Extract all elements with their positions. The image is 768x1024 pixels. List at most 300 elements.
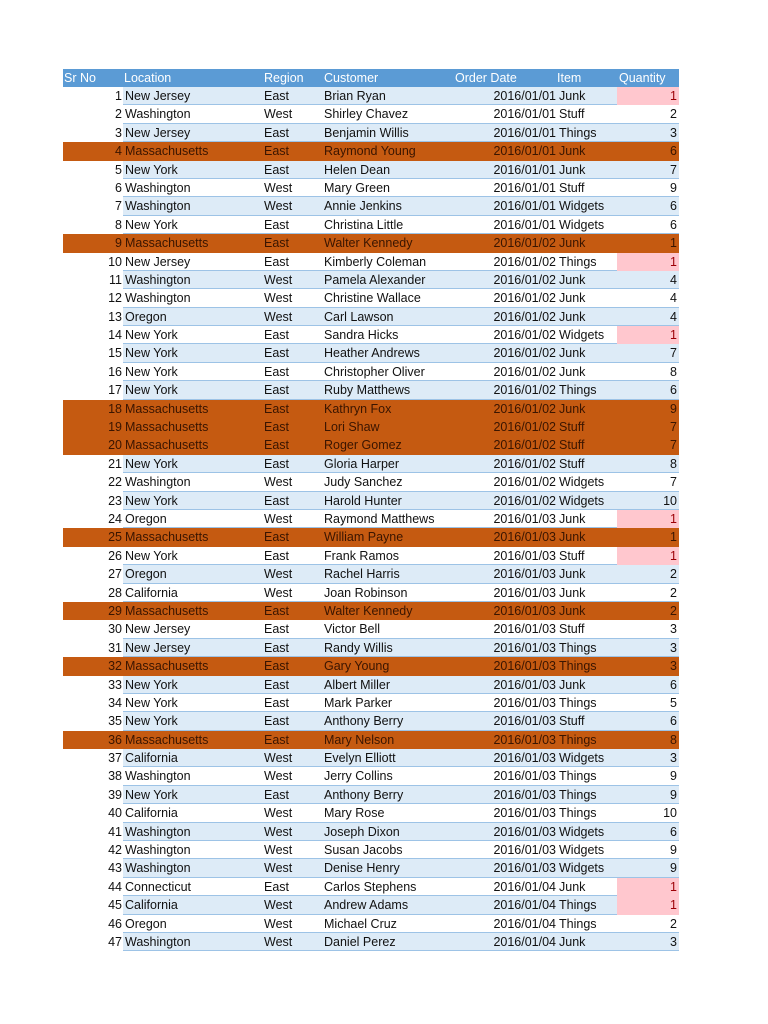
cell-quantity[interactable]: 6 (670, 383, 677, 398)
cell-order-date[interactable]: 2016/01/01 (493, 199, 556, 214)
cell-sr-no[interactable]: 45 (108, 898, 122, 913)
cell-location[interactable]: California (125, 806, 178, 821)
cell-order-date[interactable]: 2016/01/03 (493, 640, 556, 655)
cell-order-date[interactable]: 2016/01/02 (493, 438, 556, 453)
cell-customer[interactable]: Gary Young (324, 659, 390, 674)
cell-item[interactable]: Things (559, 787, 597, 802)
cell-region[interactable]: West (264, 916, 293, 931)
cell-region[interactable]: East (264, 659, 290, 674)
cell-location[interactable]: Washington (125, 180, 191, 195)
cell-customer[interactable]: Jerry Collins (324, 769, 393, 784)
cell-location[interactable]: Washington (125, 291, 191, 306)
cell-sr-no[interactable]: 39 (108, 787, 122, 802)
cell-region[interactable]: West (264, 585, 293, 600)
cell-location[interactable]: Massachusetts (125, 420, 209, 435)
cell-order-date[interactable]: 2016/01/01 (493, 107, 556, 122)
cell-order-date[interactable]: 2016/01/02 (493, 291, 556, 306)
cell-quantity[interactable]: 2 (670, 567, 677, 582)
cell-location[interactable]: Washington (125, 934, 191, 949)
cell-quantity[interactable]: 6 (670, 824, 677, 839)
cell-item[interactable]: Junk (559, 567, 586, 582)
cell-location[interactable]: Washington (125, 861, 191, 876)
cell-region[interactable]: West (264, 475, 293, 490)
cell-item[interactable]: Junk (559, 364, 586, 379)
cell-region[interactable]: West (264, 898, 293, 913)
cell-item[interactable]: Junk (559, 309, 586, 324)
cell-quantity[interactable]: 7 (670, 420, 677, 435)
cell-item[interactable]: Widgets (559, 475, 605, 490)
cell-sr-no[interactable]: 20 (108, 438, 122, 453)
cell-quantity[interactable]: 1 (617, 547, 679, 565)
cell-region[interactable]: East (264, 236, 290, 251)
header-location[interactable]: Location (124, 71, 172, 85)
header-sr-no[interactable]: Sr No (64, 71, 96, 85)
cell-customer[interactable]: Evelyn Elliott (324, 751, 396, 766)
cell-item[interactable]: Junk (559, 346, 586, 361)
cell-customer[interactable]: Rachel Harris (324, 567, 400, 582)
cell-order-date[interactable]: 2016/01/03 (493, 585, 556, 600)
cell-quantity[interactable]: 3 (670, 640, 677, 655)
cell-sr-no[interactable]: 3 (115, 125, 122, 140)
cell-sr-no[interactable]: 42 (108, 843, 122, 858)
cell-location[interactable]: New York (125, 328, 178, 343)
cell-order-date[interactable]: 2016/01/03 (493, 548, 556, 563)
cell-quantity[interactable]: 2 (670, 916, 677, 931)
cell-region[interactable]: West (264, 769, 293, 784)
cell-location[interactable]: Massachusetts (125, 659, 209, 674)
cell-item[interactable]: Junk (559, 934, 586, 949)
cell-customer[interactable]: Andrew Adams (324, 898, 409, 913)
cell-location[interactable]: New York (125, 677, 178, 692)
cell-region[interactable]: East (264, 787, 290, 802)
cell-location[interactable]: Washington (125, 843, 191, 858)
cell-customer[interactable]: Joseph Dixon (324, 824, 400, 839)
cell-region[interactable]: East (264, 383, 290, 398)
cell-region[interactable]: West (264, 934, 293, 949)
cell-order-date[interactable]: 2016/01/02 (493, 493, 556, 508)
cell-item[interactable]: Widgets (559, 751, 605, 766)
cell-item[interactable]: Junk (559, 236, 586, 251)
cell-location[interactable]: New York (125, 217, 178, 232)
cell-location[interactable]: Oregon (125, 309, 167, 324)
cell-region[interactable]: West (264, 861, 293, 876)
cell-quantity[interactable]: 9 (670, 769, 677, 784)
cell-item[interactable]: Junk (559, 530, 586, 545)
cell-sr-no[interactable]: 10 (108, 254, 122, 269)
cell-region[interactable]: East (264, 732, 290, 747)
cell-customer[interactable]: Mary Rose (324, 806, 385, 821)
cell-quantity[interactable]: 7 (670, 162, 677, 177)
cell-sr-no[interactable]: 34 (108, 695, 122, 710)
cell-order-date[interactable]: 2016/01/03 (493, 677, 556, 692)
cell-region[interactable]: East (264, 879, 290, 894)
cell-item[interactable]: Things (559, 125, 597, 140)
cell-quantity[interactable]: 2 (670, 585, 677, 600)
cell-order-date[interactable]: 2016/01/04 (493, 934, 556, 949)
cell-quantity[interactable]: 3 (670, 659, 677, 674)
cell-order-date[interactable]: 2016/01/03 (493, 659, 556, 674)
cell-region[interactable]: East (264, 420, 290, 435)
cell-order-date[interactable]: 2016/01/01 (493, 144, 556, 159)
cell-customer[interactable]: Benjamin Willis (324, 125, 409, 140)
cell-region[interactable]: East (264, 89, 290, 103)
header-customer[interactable]: Customer (324, 71, 379, 85)
cell-quantity[interactable]: 8 (670, 732, 677, 747)
cell-customer[interactable]: Victor Bell (324, 622, 381, 637)
cell-item[interactable]: Things (559, 769, 597, 784)
cell-quantity[interactable]: 6 (670, 677, 677, 692)
cell-order-date[interactable]: 2016/01/03 (493, 769, 556, 784)
cell-item[interactable]: Things (559, 806, 597, 821)
cell-location[interactable]: California (125, 585, 178, 600)
cell-sr-no[interactable]: 44 (108, 879, 122, 894)
cell-item[interactable]: Stuff (559, 107, 585, 122)
cell-quantity[interactable]: 1 (617, 510, 679, 528)
cell-region[interactable]: West (264, 824, 293, 839)
cell-order-date[interactable]: 2016/01/02 (493, 475, 556, 490)
cell-region[interactable]: East (264, 162, 290, 177)
cell-location[interactable]: Massachusetts (125, 438, 209, 453)
cell-location[interactable]: New York (125, 493, 178, 508)
cell-sr-no[interactable]: 6 (115, 180, 122, 195)
cell-region[interactable]: East (264, 125, 290, 140)
cell-location[interactable]: Connecticut (125, 879, 192, 894)
cell-region[interactable]: West (264, 309, 293, 324)
cell-region[interactable]: West (264, 751, 293, 766)
cell-location[interactable]: New Jersey (125, 640, 191, 655)
cell-customer[interactable]: Anthony Berry (324, 714, 404, 729)
cell-location[interactable]: Massachusetts (125, 603, 209, 618)
cell-location[interactable]: New York (125, 695, 178, 710)
cell-quantity[interactable]: 9 (670, 843, 677, 858)
cell-quantity[interactable]: 8 (670, 364, 677, 379)
cell-location[interactable]: Oregon (125, 916, 167, 931)
cell-order-date[interactable]: 2016/01/02 (493, 236, 556, 251)
cell-location[interactable]: New Jersey (125, 89, 191, 103)
cell-quantity[interactable]: 5 (670, 695, 677, 710)
cell-quantity[interactable]: 1 (617, 896, 679, 914)
cell-location[interactable]: New York (125, 548, 178, 563)
cell-quantity[interactable]: 3 (670, 751, 677, 766)
cell-order-date[interactable]: 2016/01/04 (493, 916, 556, 931)
cell-region[interactable]: East (264, 328, 290, 343)
cell-sr-no[interactable]: 17 (108, 383, 122, 398)
cell-region[interactable]: East (264, 603, 290, 618)
cell-quantity[interactable]: 6 (670, 199, 677, 214)
cell-region[interactable]: West (264, 107, 293, 122)
cell-location[interactable]: Washington (125, 475, 191, 490)
cell-quantity[interactable]: 1 (617, 87, 679, 105)
cell-item[interactable]: Stuff (559, 456, 585, 471)
cell-order-date[interactable]: 2016/01/03 (493, 751, 556, 766)
cell-location[interactable]: Washington (125, 199, 191, 214)
cell-item[interactable]: Junk (559, 162, 586, 177)
cell-customer[interactable]: Heather Andrews (324, 346, 420, 361)
cell-region[interactable]: West (264, 511, 293, 526)
cell-region[interactable]: East (264, 364, 290, 379)
cell-sr-no[interactable]: 8 (115, 217, 122, 232)
cell-quantity[interactable]: 9 (670, 401, 677, 416)
cell-location[interactable]: Washington (125, 107, 191, 122)
cell-item[interactable]: Stuff (559, 622, 585, 637)
cell-order-date[interactable]: 2016/01/01 (493, 125, 556, 140)
cell-sr-no[interactable]: 30 (108, 622, 122, 637)
cell-quantity[interactable]: 6 (670, 144, 677, 159)
cell-location[interactable]: New York (125, 364, 178, 379)
cell-item[interactable]: Junk (559, 511, 586, 526)
cell-quantity[interactable]: 1 (617, 253, 679, 271)
cell-order-date[interactable]: 2016/01/02 (493, 254, 556, 269)
cell-location[interactable]: New Jersey (125, 622, 191, 637)
cell-item[interactable]: Junk (559, 291, 586, 306)
cell-customer[interactable]: Brian Ryan (324, 89, 386, 103)
cell-item[interactable]: Things (559, 640, 597, 655)
cell-sr-no[interactable]: 19 (108, 420, 122, 435)
cell-item[interactable]: Widgets (559, 328, 605, 343)
cell-item[interactable]: Stuff (559, 548, 585, 563)
cell-sr-no[interactable]: 33 (108, 677, 122, 692)
cell-location[interactable]: New York (125, 456, 178, 471)
cell-item[interactable]: Stuff (559, 714, 585, 729)
cell-item[interactable]: Junk (559, 89, 586, 103)
cell-item[interactable]: Widgets (559, 199, 605, 214)
cell-order-date[interactable]: 2016/01/04 (493, 898, 556, 913)
cell-customer[interactable]: Anthony Berry (324, 787, 404, 802)
cell-location[interactable]: Washington (125, 824, 191, 839)
cell-region[interactable]: East (264, 640, 290, 655)
cell-quantity[interactable]: 7 (670, 475, 677, 490)
cell-customer[interactable]: Helen Dean (324, 162, 391, 177)
cell-customer[interactable]: Christopher Oliver (324, 364, 425, 379)
cell-region[interactable]: West (264, 843, 293, 858)
cell-item[interactable]: Things (559, 383, 597, 398)
cell-item[interactable]: Junk (559, 272, 586, 287)
cell-location[interactable]: New York (125, 383, 178, 398)
cell-location[interactable]: New York (125, 714, 178, 729)
cell-region[interactable]: East (264, 530, 290, 545)
cell-sr-no[interactable]: 41 (108, 824, 122, 839)
cell-quantity[interactable]: 9 (670, 180, 677, 195)
header-item[interactable]: Item (557, 71, 582, 85)
cell-sr-no[interactable]: 47 (108, 934, 122, 949)
cell-region[interactable]: East (264, 548, 290, 563)
cell-region[interactable]: West (264, 199, 293, 214)
cell-sr-no[interactable]: 2 (115, 107, 122, 122)
cell-item[interactable]: Widgets (559, 824, 605, 839)
cell-sr-no[interactable]: 5 (115, 162, 122, 177)
cell-quantity[interactable]: 2 (670, 603, 677, 618)
cell-sr-no[interactable]: 40 (108, 806, 122, 821)
cell-location[interactable]: New York (125, 162, 178, 177)
cell-customer[interactable]: Mary Green (324, 180, 390, 195)
cell-region[interactable]: East (264, 144, 290, 159)
cell-customer[interactable]: Daniel Perez (324, 934, 396, 949)
cell-region[interactable]: East (264, 714, 290, 729)
cell-item[interactable]: Things (559, 659, 597, 674)
cell-sr-no[interactable]: 24 (108, 511, 122, 526)
cell-location[interactable]: New York (125, 346, 178, 361)
cell-quantity[interactable]: 1 (617, 326, 679, 344)
cell-sr-no[interactable]: 11 (109, 272, 122, 287)
cell-customer[interactable]: Mark Parker (324, 695, 393, 710)
cell-customer[interactable]: Susan Jacobs (324, 843, 403, 858)
cell-customer[interactable]: Randy Willis (324, 640, 393, 655)
cell-customer[interactable]: Judy Sanchez (324, 475, 403, 490)
cell-item[interactable]: Widgets (559, 217, 605, 232)
cell-order-date[interactable]: 2016/01/03 (493, 511, 556, 526)
cell-item[interactable]: Things (559, 898, 597, 913)
cell-region[interactable]: East (264, 346, 290, 361)
cell-location[interactable]: New York (125, 787, 178, 802)
cell-item[interactable]: Junk (559, 677, 586, 692)
cell-customer[interactable]: Walter Kennedy (324, 236, 413, 251)
cell-sr-no[interactable]: 36 (108, 732, 122, 747)
cell-customer[interactable]: Frank Ramos (324, 548, 400, 563)
cell-order-date[interactable]: 2016/01/03 (493, 824, 556, 839)
cell-order-date[interactable]: 2016/01/01 (493, 162, 556, 177)
cell-sr-no[interactable]: 31 (108, 640, 122, 655)
cell-customer[interactable]: Gloria Harper (324, 456, 400, 471)
cell-order-date[interactable]: 2016/01/02 (493, 346, 556, 361)
cell-quantity[interactable]: 6 (670, 217, 677, 232)
cell-item[interactable]: Junk (559, 585, 586, 600)
cell-sr-no[interactable]: 26 (108, 548, 122, 563)
cell-region[interactable]: East (264, 493, 290, 508)
cell-sr-no[interactable]: 4 (115, 144, 122, 159)
cell-location[interactable]: Oregon (125, 511, 167, 526)
cell-customer[interactable]: Walter Kennedy (324, 603, 413, 618)
cell-sr-no[interactable]: 7 (115, 199, 122, 214)
cell-sr-no[interactable]: 9 (115, 236, 122, 251)
cell-order-date[interactable]: 2016/01/03 (493, 567, 556, 582)
cell-customer[interactable]: Ruby Matthews (324, 383, 411, 398)
header-quantity[interactable]: Quantity (619, 71, 666, 85)
cell-quantity[interactable]: 1 (617, 878, 679, 896)
cell-order-date[interactable]: 2016/01/02 (493, 364, 556, 379)
cell-sr-no[interactable]: 16 (108, 364, 122, 379)
cell-sr-no[interactable]: 28 (108, 585, 122, 600)
cell-customer[interactable]: Pamela Alexander (324, 272, 426, 287)
cell-quantity[interactable]: 10 (663, 493, 677, 508)
cell-item[interactable]: Things (559, 254, 597, 269)
cell-location[interactable]: Oregon (125, 567, 167, 582)
cell-customer[interactable]: Mary Nelson (324, 732, 395, 747)
cell-region[interactable]: East (264, 677, 290, 692)
cell-quantity[interactable]: 10 (663, 806, 677, 821)
cell-sr-no[interactable]: 13 (108, 309, 122, 324)
cell-sr-no[interactable]: 38 (108, 769, 122, 784)
cell-order-date[interactable]: 2016/01/03 (493, 806, 556, 821)
cell-order-date[interactable]: 2016/01/03 (493, 787, 556, 802)
cell-customer[interactable]: Raymond Young (324, 144, 416, 159)
cell-order-date[interactable]: 2016/01/02 (493, 420, 556, 435)
cell-item[interactable]: Junk (559, 603, 586, 618)
cell-quantity[interactable]: 1 (670, 530, 677, 545)
cell-item[interactable]: Widgets (559, 493, 605, 508)
cell-customer[interactable]: Albert Miller (324, 677, 390, 692)
cell-customer[interactable]: Harold Hunter (324, 493, 402, 508)
cell-item[interactable]: Junk (559, 144, 586, 159)
cell-order-date[interactable]: 2016/01/02 (493, 328, 556, 343)
cell-item[interactable]: Stuff (559, 180, 585, 195)
header-order-date[interactable]: Order Date (455, 71, 517, 85)
cell-sr-no[interactable]: 14 (108, 328, 122, 343)
cell-order-date[interactable]: 2016/01/02 (493, 383, 556, 398)
cell-order-date[interactable]: 2016/01/03 (493, 732, 556, 747)
cell-order-date[interactable]: 2016/01/01 (493, 89, 556, 103)
cell-order-date[interactable]: 2016/01/04 (493, 879, 556, 894)
cell-order-date[interactable]: 2016/01/02 (493, 309, 556, 324)
cell-quantity[interactable]: 1 (670, 236, 677, 251)
cell-order-date[interactable]: 2016/01/02 (493, 272, 556, 287)
cell-customer[interactable]: Michael Cruz (324, 916, 397, 931)
cell-sr-no[interactable]: 21 (108, 456, 122, 471)
cell-region[interactable]: East (264, 217, 290, 232)
cell-region[interactable]: West (264, 272, 293, 287)
cell-region[interactable]: West (264, 567, 293, 582)
cell-order-date[interactable]: 2016/01/01 (493, 180, 556, 195)
cell-order-date[interactable]: 2016/01/02 (493, 401, 556, 416)
cell-customer[interactable]: Sandra Hicks (324, 328, 399, 343)
cell-customer[interactable]: Denise Henry (324, 861, 400, 876)
cell-order-date[interactable]: 2016/01/03 (493, 603, 556, 618)
cell-quantity[interactable]: 9 (670, 861, 677, 876)
cell-region[interactable]: East (264, 254, 290, 269)
cell-sr-no[interactable]: 27 (108, 567, 122, 582)
cell-item[interactable]: Things (559, 732, 597, 747)
header-region[interactable]: Region (264, 71, 304, 85)
cell-location[interactable]: Massachusetts (125, 236, 209, 251)
cell-sr-no[interactable]: 25 (108, 530, 122, 545)
cell-customer[interactable]: Raymond Matthews (324, 511, 435, 526)
cell-location[interactable]: California (125, 751, 178, 766)
cell-customer[interactable]: Kathryn Fox (324, 401, 392, 416)
cell-location[interactable]: Massachusetts (125, 144, 209, 159)
cell-region[interactable]: East (264, 438, 290, 453)
cell-region[interactable]: East (264, 695, 290, 710)
cell-customer[interactable]: Carlos Stephens (324, 879, 417, 894)
cell-order-date[interactable]: 2016/01/03 (493, 861, 556, 876)
cell-customer[interactable]: Roger Gomez (324, 438, 402, 453)
cell-quantity[interactable]: 7 (670, 346, 677, 361)
cell-customer[interactable]: Lori Shaw (324, 420, 380, 435)
cell-order-date[interactable]: 2016/01/01 (493, 217, 556, 232)
cell-region[interactable]: West (264, 180, 293, 195)
cell-sr-no[interactable]: 1 (115, 89, 122, 103)
cell-order-date[interactable]: 2016/01/03 (493, 695, 556, 710)
cell-quantity[interactable]: 4 (670, 291, 677, 306)
cell-region[interactable]: West (264, 806, 293, 821)
cell-order-date[interactable]: 2016/01/03 (493, 714, 556, 729)
cell-item[interactable]: Junk (559, 401, 586, 416)
cell-customer[interactable]: Christina Little (324, 217, 404, 232)
cell-item[interactable]: Things (559, 695, 597, 710)
cell-item[interactable]: Widgets (559, 843, 605, 858)
cell-quantity[interactable]: 3 (670, 622, 677, 637)
cell-sr-no[interactable]: 12 (108, 291, 122, 306)
cell-location[interactable]: New Jersey (125, 254, 191, 269)
cell-quantity[interactable]: 7 (670, 438, 677, 453)
cell-sr-no[interactable]: 22 (108, 475, 122, 490)
cell-quantity[interactable]: 8 (670, 456, 677, 471)
cell-customer[interactable]: William Payne (324, 530, 404, 545)
cell-location[interactable]: New Jersey (125, 125, 191, 140)
cell-sr-no[interactable]: 15 (108, 346, 122, 361)
cell-region[interactable]: West (264, 291, 293, 306)
cell-customer[interactable]: Christine Wallace (324, 291, 421, 306)
cell-order-date[interactable]: 2016/01/03 (493, 530, 556, 545)
cell-location[interactable]: California (125, 898, 178, 913)
